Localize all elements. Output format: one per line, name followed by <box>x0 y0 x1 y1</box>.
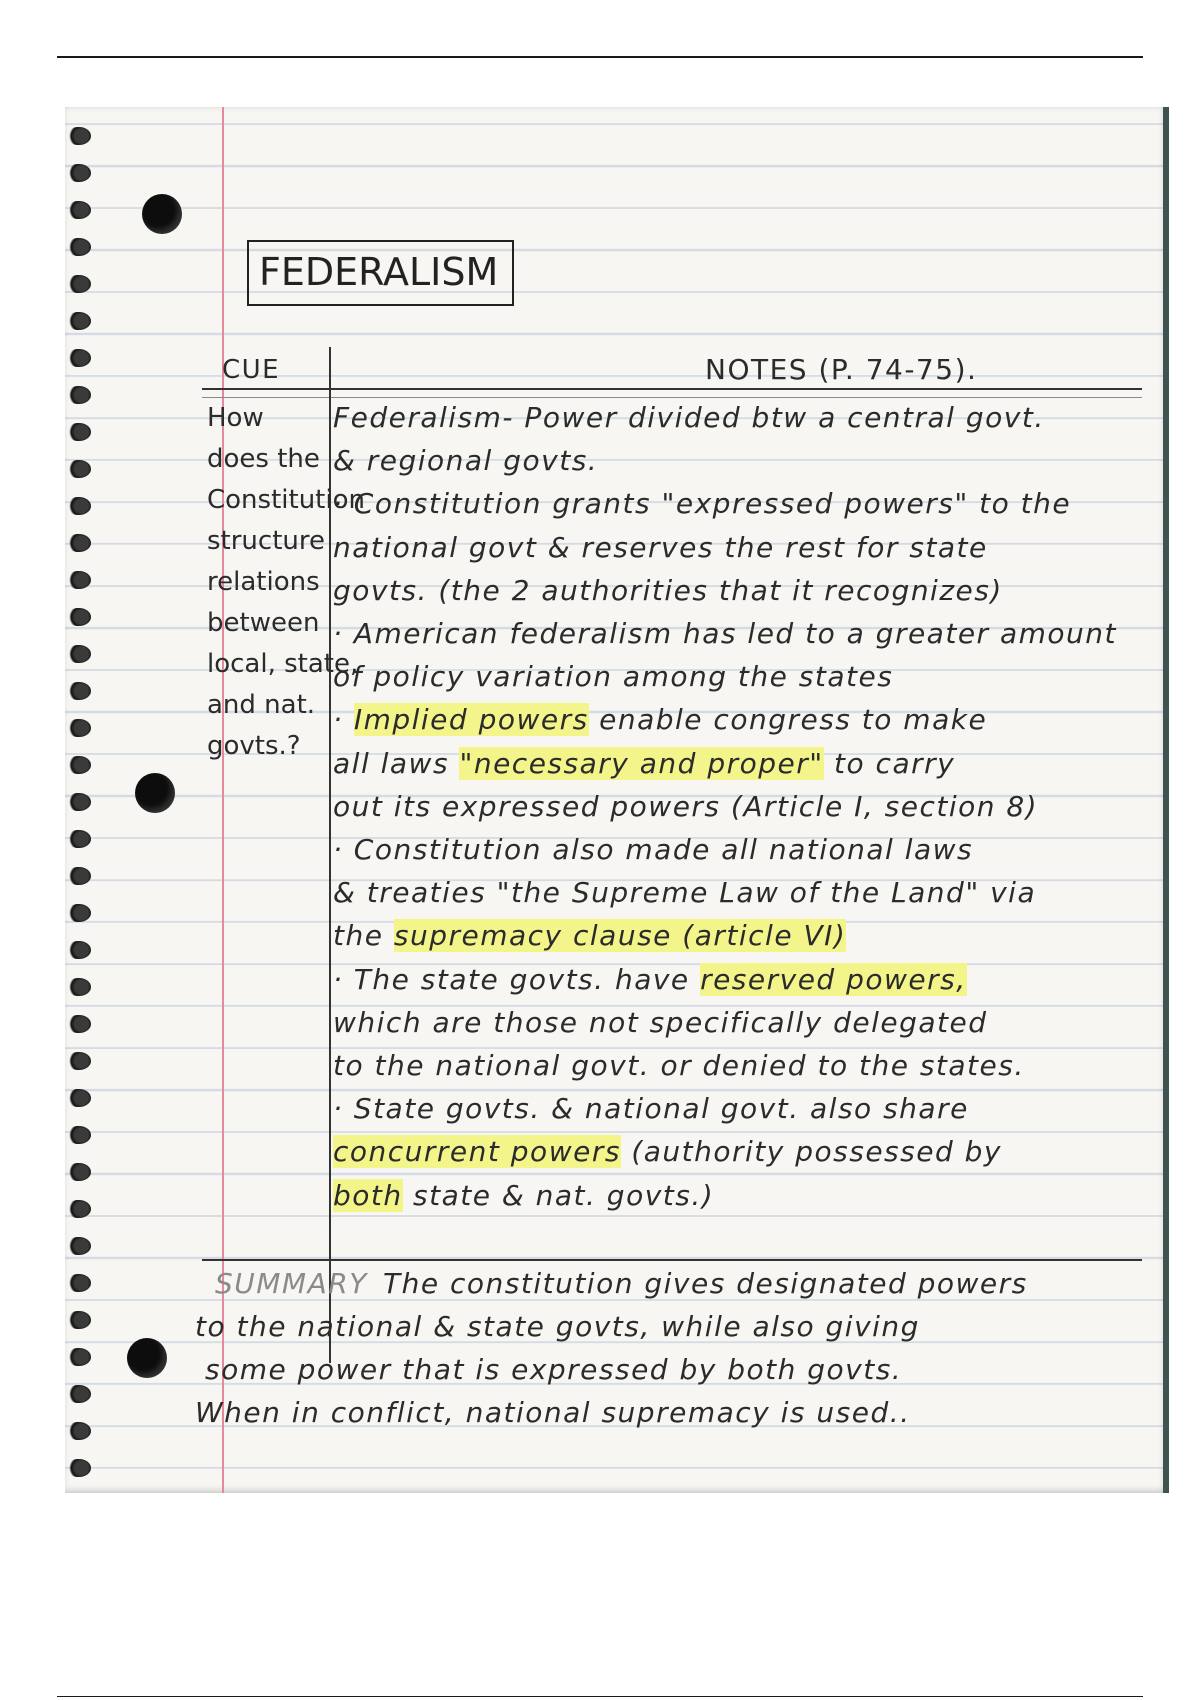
cue-line: govts.? <box>207 731 301 761</box>
note-text: the <box>333 919 394 953</box>
cue-line: local, state, <box>207 649 359 679</box>
spiral-coil <box>67 312 91 330</box>
spiral-coil <box>67 941 91 959</box>
punch-hole <box>135 773 175 813</box>
spiral-coil <box>67 534 91 552</box>
highlighted-term: supremacy clause (article VI) <box>393 919 847 953</box>
spiral-coil <box>67 793 91 811</box>
note-line <box>333 617 1117 650</box>
page-bottom-rule <box>57 1696 1143 1697</box>
page-edge <box>1163 107 1169 1493</box>
highlighted-term: concurrent powers <box>333 1135 621 1169</box>
spiral-coil <box>67 1422 91 1440</box>
note-line <box>333 1049 1025 1082</box>
spiral-coil <box>67 127 91 145</box>
spiral-coil <box>67 238 91 256</box>
note-line <box>333 747 955 780</box>
notebook-page-photo <box>65 107 1169 1493</box>
cue-column-header: CUE <box>222 355 281 385</box>
spiral-coil <box>67 1015 91 1033</box>
spiral-coil <box>67 904 91 922</box>
note-text: · The state govts. have <box>333 962 701 996</box>
note-line <box>333 660 893 693</box>
note-line <box>333 703 987 736</box>
spiral-coil <box>67 1385 91 1403</box>
note-text: · <box>333 703 354 737</box>
cue-line: structure <box>207 526 325 556</box>
cue-line: does the <box>207 444 320 474</box>
spiral-coil <box>67 164 91 182</box>
highlighted-term: reserved powers, <box>700 962 967 996</box>
note-line <box>333 833 973 866</box>
note-text: state & nat. govts.) <box>402 1178 715 1212</box>
header-divider <box>202 397 1142 398</box>
punch-hole <box>142 194 182 234</box>
note-line <box>333 963 967 996</box>
note-text: · Constitution grants "expressed powers" to the <box>333 487 1072 521</box>
cue-line: Constitution <box>207 485 365 515</box>
note-text: (authority possessed by <box>620 1135 1002 1169</box>
spiral-coil <box>67 1274 91 1292</box>
spiral-coil <box>67 682 91 700</box>
note-text: & regional govts. <box>333 444 599 478</box>
spiral-coil <box>67 1348 91 1366</box>
spiral-binding <box>65 127 95 1487</box>
note-line <box>333 574 1003 607</box>
spiral-coil <box>67 1089 91 1107</box>
highlighted-term: "necessary and proper" <box>459 746 824 780</box>
spiral-coil <box>67 1459 91 1477</box>
note-text: to the national govt. or denied to the states. <box>333 1049 1025 1082</box>
note-line <box>333 444 598 477</box>
table-top-border <box>202 388 1142 390</box>
spiral-coil <box>67 571 91 589</box>
note-text: govts. (the 2 authorities that it recognizes) <box>333 573 1003 607</box>
cue-line: and nat. <box>207 690 316 720</box>
note-line <box>333 1092 969 1125</box>
note-text: & treaties "the Supreme Law of the Land" via <box>333 876 1037 910</box>
spiral-coil <box>67 645 91 663</box>
note-text: Federalism- Power divided btw a central govt. <box>333 401 1045 434</box>
cue-line: between <box>207 608 320 638</box>
summary-label: SUMMARY <box>215 1267 368 1300</box>
spiral-coil <box>67 460 91 478</box>
punch-hole <box>127 1338 167 1378</box>
summary-top-border <box>202 1259 1142 1261</box>
cue-line: relations <box>207 567 320 597</box>
summary-line: some power that is expressed by both govts. <box>205 1353 903 1386</box>
note-text: · American federalism has led to a greater amount <box>333 617 1117 650</box>
page-top-rule <box>57 56 1143 58</box>
notes-column-header: NOTES (P. 74-75). <box>705 353 978 386</box>
spiral-coil <box>67 830 91 848</box>
note-line <box>333 531 988 564</box>
spiral-coil <box>67 1200 91 1218</box>
note-line <box>333 876 1036 909</box>
spiral-coil <box>67 1126 91 1144</box>
note-line <box>333 1179 714 1212</box>
spiral-coil <box>67 1052 91 1070</box>
note-line <box>333 401 1045 434</box>
summary-line: to the national & state govts, while also giving <box>195 1310 920 1343</box>
note-text: of policy variation among the states <box>333 660 894 694</box>
spiral-coil <box>67 349 91 367</box>
note-line <box>333 1006 988 1039</box>
cue-line: How <box>207 403 264 433</box>
spiral-coil <box>67 386 91 404</box>
spiral-coil <box>67 719 91 737</box>
spiral-coil <box>67 978 91 996</box>
note-text: out its expressed powers (Article I, section 8) <box>333 789 1039 823</box>
summary-line: When in conflict, national supremacy is used.. <box>195 1396 911 1429</box>
spiral-coil <box>67 201 91 219</box>
spiral-coil <box>67 497 91 515</box>
highlighted-term: Implied powers <box>353 703 589 737</box>
page-title: FEDERALISM <box>247 240 514 306</box>
note-text: · Constitution also made all national laws <box>333 833 974 866</box>
note-text: national govt & reserves the rest for state <box>333 530 988 564</box>
note-text: which are those not specifically delegated <box>333 1005 988 1039</box>
note-line <box>333 487 1071 520</box>
spiral-coil <box>67 275 91 293</box>
note-text: · State govts. & national govt. also share <box>333 1092 969 1126</box>
highlighted-term: both <box>333 1178 403 1212</box>
spiral-coil <box>67 608 91 626</box>
note-text: all laws <box>333 746 460 780</box>
spiral-coil <box>67 1311 91 1329</box>
spiral-coil <box>67 756 91 774</box>
note-text: to carry <box>823 746 956 780</box>
note-text: enable congress to make <box>588 703 988 737</box>
note-line <box>333 1135 1002 1168</box>
spiral-coil <box>67 1163 91 1181</box>
spiral-coil <box>67 867 91 885</box>
note-line <box>333 790 1038 823</box>
note-line <box>333 919 846 952</box>
summary-line: The constitution gives designated powers <box>383 1267 1028 1300</box>
spiral-coil <box>67 423 91 441</box>
spiral-coil <box>67 1237 91 1255</box>
